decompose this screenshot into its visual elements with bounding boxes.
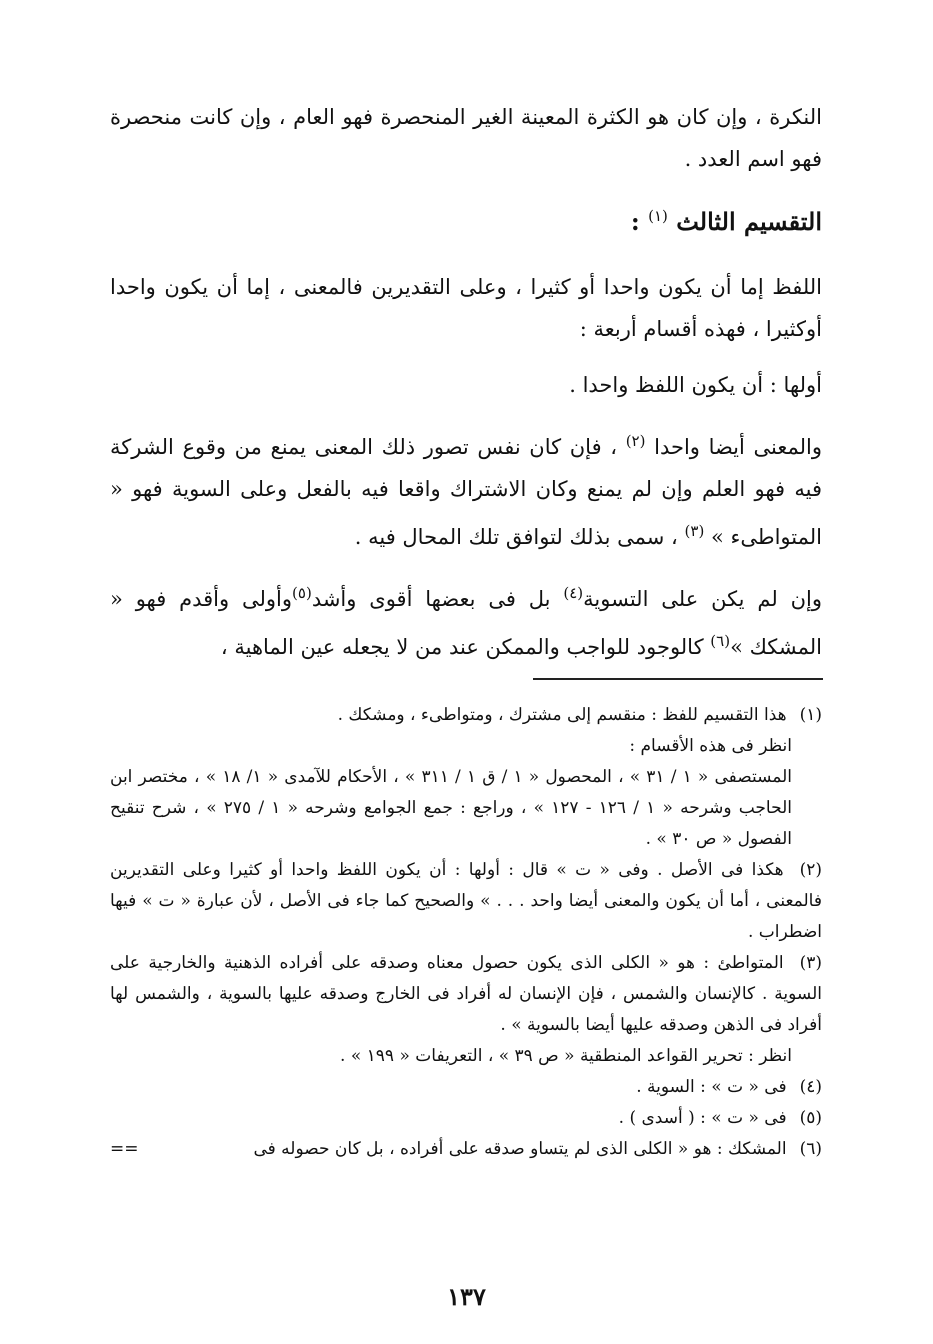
section-heading xyxy=(110,194,822,244)
footnote-ref-5[interactable]: (٥) xyxy=(292,584,312,602)
footnote-2 xyxy=(110,855,822,948)
footnotes xyxy=(110,700,822,1165)
footnote-4 xyxy=(110,1072,822,1103)
footnote-ref-4[interactable]: (٤) xyxy=(563,584,584,602)
paragraph-5 xyxy=(110,572,822,668)
footnote-text: فى « ت » : السوية . xyxy=(636,1077,787,1097)
paragraph-5-part-c: وأولى وأقدم فهو « المشكك » xyxy=(110,587,822,659)
paragraph-5-part-b: بل فى بعضها أقوى وأشد xyxy=(311,587,551,611)
footnote-number: (٥) xyxy=(799,1108,822,1128)
paragraph-5-part-a: وإن لم يكن على التسوية xyxy=(583,587,822,611)
footnote-text: هذا التقسيم للفظ : منقسم إلى مشترك ، ومتواطىء ، ومشكك . xyxy=(337,705,787,725)
footnote-1 xyxy=(110,700,822,731)
footnote-6 xyxy=(110,1134,822,1165)
footnote-1-line-2: انظر فى هذه الأقسام : xyxy=(629,736,792,756)
footnote-number: (٣) xyxy=(799,953,823,973)
footnote-text: المشكك : هو « الكلى الذى لم يتساو صدقه على أفراده ، بل كان حصوله فى xyxy=(253,1139,787,1159)
footnote-text: المتواطئ : هو « الكلى الذى يكون حصول معناه وصدقه على أفراده الذهنية والخارجية على السوية . كالإنسان والشمس ، فإن الإنسان له أفراد فى الخارج وصدقه عليها بالسوية ، والشمس لها أفراد فى الذهن وصدقه عليها أيضا بالسوية » . xyxy=(110,953,822,1035)
footnote-5 xyxy=(110,1103,822,1134)
footnote-ref-6[interactable]: (٦) xyxy=(710,632,731,650)
paragraph-1: النكرة ، وإن كان هو الكثرة المعينة الغير المنحصرة فهو العام ، وإن كانت منحصرة فهو اسم العدد . xyxy=(110,105,822,171)
paragraph-4 xyxy=(110,420,822,558)
footnote-text: هكذا فى الأصل . وفى « ت » قال : أولها : أن يكون اللفظ واحدا أو كثيرا وعلى التقديرين فالمعنى ، أما أن يكون والمعنى أيضا واحد . . . » والصحيح كما جاء فى الأصل ، لأن عبارة « ت » فيها اضطراب . xyxy=(110,860,822,942)
footnote-1-line-3: المستصفى « ١ / ٣١ » ، المحصول « ١ / ق ١ / ٣١١ » ، الأحكام للآمدى « ١/ ١٨ » ، مختصر ابن الحاجب وشرحه « ١ / ١٢٦ - ١٢٧ » ، وراجع : جمع الجوامع وشرحه « ١ / ٢٧٥ » ، شرح تنقيح الفصول « ص ٣٠ » . xyxy=(110,767,792,849)
continuation-marker: == xyxy=(110,1139,139,1159)
footnote-number: (١) xyxy=(799,705,822,725)
footnote-text: فى « ت » : ( أسدى ) . xyxy=(618,1108,787,1128)
page-number: ١٣٧ xyxy=(447,1282,486,1311)
footnote-number: (٤) xyxy=(799,1077,822,1097)
footnote-number: (٦) xyxy=(799,1139,822,1159)
heading-colon: : xyxy=(630,207,640,236)
paragraph-5-part-d: كالوجود للواجب والممكن عند من لا يجعله عين الماهية ، xyxy=(220,635,704,659)
paragraph-2: اللفظ إما أن يكون واحدا أو كثيرا ، وعلى التقديرين فالمعنى ، إما أن يكون واحدا أوكثيرا ، فهذه أقسام أربعة : xyxy=(110,275,822,341)
footnote-ref-3[interactable]: (٣) xyxy=(684,522,705,540)
footnote-ref-2[interactable]: (٢) xyxy=(625,432,646,450)
footnote-3 xyxy=(110,948,822,1041)
paragraph-4-part-a: والمعنى أيضا واحدا xyxy=(654,435,822,459)
footnote-number: (٢) xyxy=(799,860,822,880)
paragraph-4-part-c: ، سمى بذلك لتوافق تلك المحال فيه . xyxy=(354,525,678,549)
paragraph-4-part-b: ، فإن كان نفس تصور ذلك المعنى يمنع من وقوع الشركة فيه فهو العلم وإن لم يمنع وكان الاشتراك واقعا فيه بالفعل وعلى السوية فهو « المتواطىء » xyxy=(110,435,822,549)
paragraph-3: أولها : أن يكون اللفظ واحدا . xyxy=(569,373,822,397)
heading-text: التقسيم الثالث xyxy=(676,207,822,236)
footnote-6-main xyxy=(253,1134,822,1165)
footnote-divider xyxy=(533,678,823,680)
footnote-ref-1[interactable]: (١) xyxy=(648,207,668,225)
footnote-3-line-2: انظر : تحرير القواعد المنطقية « ص ٣٩ » ، التعريفات « ١٩٩ » . xyxy=(340,1046,792,1066)
main-text xyxy=(110,96,822,682)
